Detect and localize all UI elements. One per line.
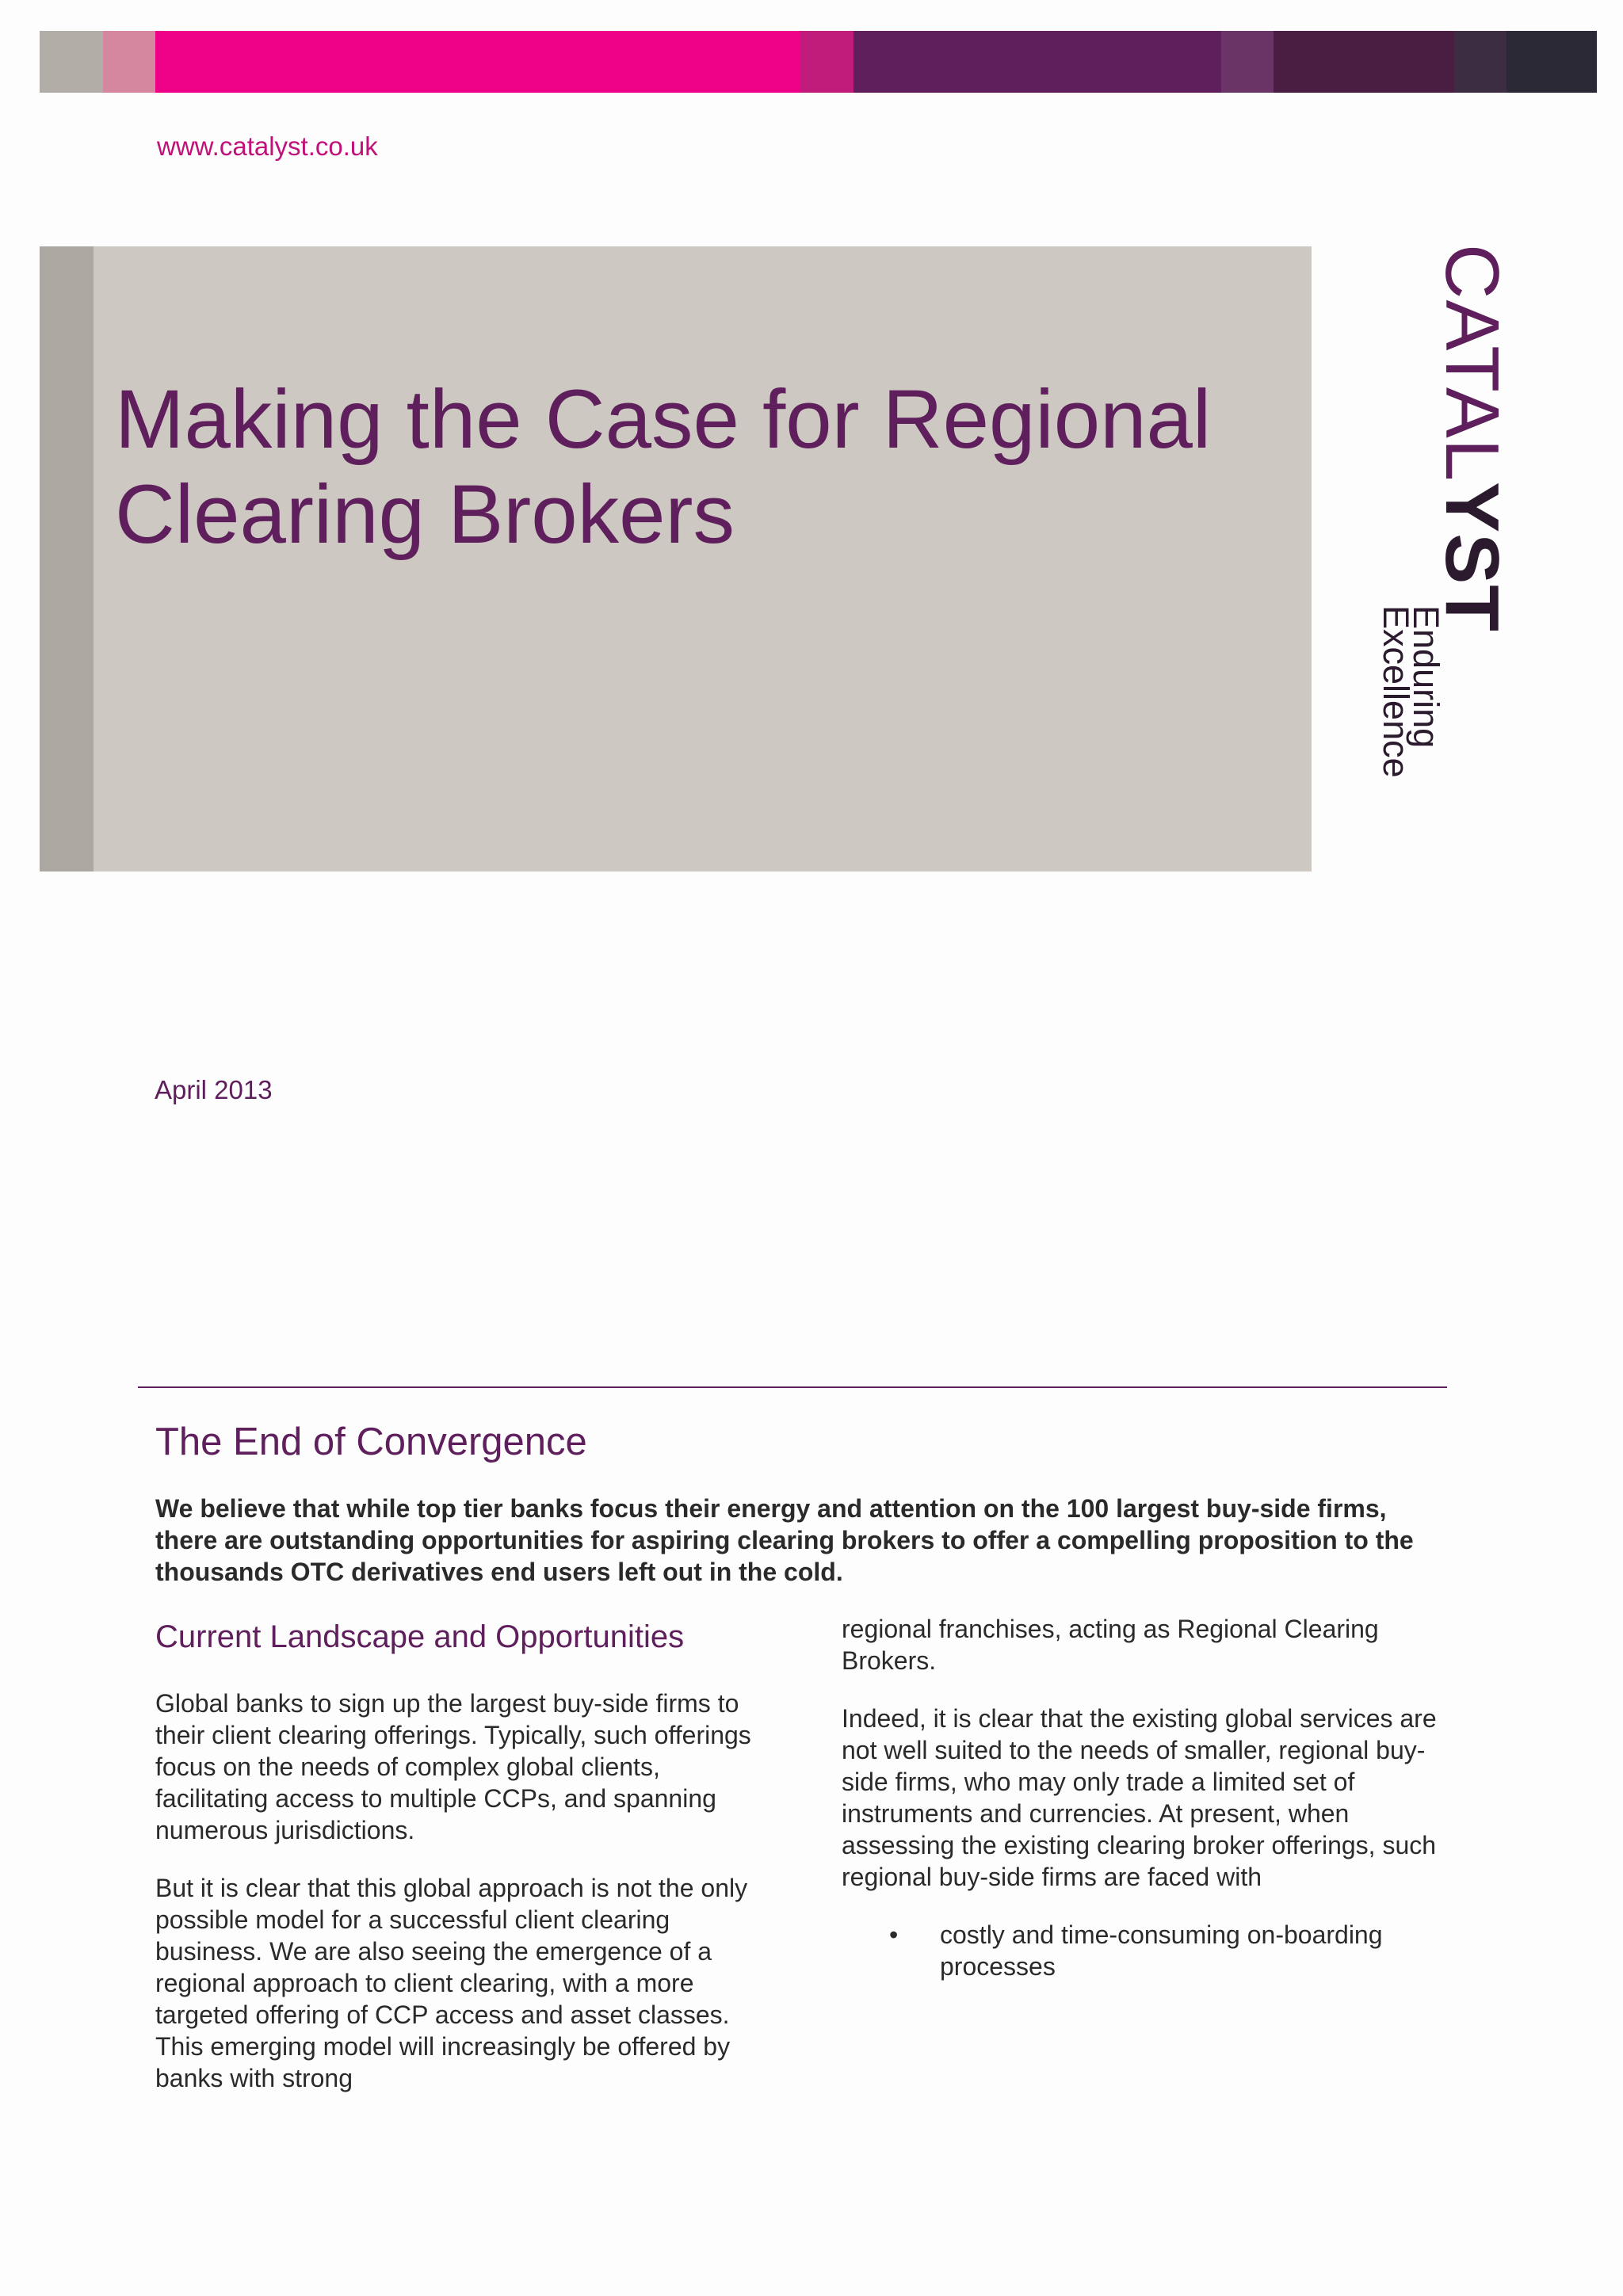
color-bar-segment [1507, 31, 1597, 93]
color-bar-segment [854, 31, 1221, 93]
color-bar-segment [40, 31, 103, 93]
bullet-icon: • [889, 1920, 899, 1949]
logo-brand-part2: YST [1430, 482, 1514, 632]
left-column [155, 1616, 758, 2120]
color-bar-segment [800, 31, 854, 93]
body-paragraph: But it is clear that this global approach is not the only possible model for a successful client clearing business. We are also seeing the emergence of a regional approach to client clearing, with a more targeted offering of CCP access and asset classes. This emerging model will increasingly be offered by banks with strong [155, 1874, 748, 2092]
title-box-strip [40, 246, 94, 871]
right-column [842, 1613, 1460, 1982]
website-link[interactable]: www.catalyst.co.uk [157, 132, 378, 161]
section-divider [138, 1386, 1447, 1388]
color-bar-segment [155, 31, 800, 93]
header-color-bar [40, 31, 1597, 93]
section-heading: The End of Convergence [155, 1421, 587, 1463]
body-paragraph: regional franchises, acting as Regional Clearing Brokers. [842, 1615, 1379, 1675]
color-bar-segment [1454, 31, 1507, 93]
list-item [842, 1919, 1460, 1982]
body-paragraph: Global banks to sign up the largest buy-side firms to their client clearing offerings. Typically, such offerings focus on the needs of complex global clients, facilitating access to multiple CCPs, and spanning numerous jurisdictions. [155, 1689, 751, 1844]
color-bar-segment [1274, 31, 1454, 93]
publication-date: April 2013 [155, 1075, 273, 1104]
lead-paragraph: We believe that while top tier banks focus their energy and attention on the 100 largest buy-side firms, there are outstanding opportunities for aspiring clearing brokers to offer a compelling proposition to the thousands OTC derivatives end users left out in the cold. [155, 1494, 1414, 1586]
list-item-text: costly and time-consuming on-boarding processes [940, 1920, 1383, 1981]
catalyst-logo [1376, 244, 1514, 791]
color-bar-segment [1221, 31, 1274, 93]
color-bar-segment [103, 31, 155, 93]
logo-tagline-1: Enduring [1406, 605, 1446, 749]
body-paragraph: Indeed, it is clear that the existing global services are not well suited to the needs of smaller, regional buy-side firms, who may only trade a limited set of instruments and currencies. At present, when assessing the existing clearing broker offerings, such regional buy-side firms are faced with [842, 1704, 1437, 1891]
document-title: Making the Case for Regional Clearing Brokers [115, 373, 1212, 561]
logo-tagline-2: Excellence [1376, 605, 1416, 778]
logo-brand-part1: CATAL [1430, 244, 1514, 482]
bullet-list [842, 1919, 1460, 1982]
sub-heading: Current Landscape and Opportunities [155, 1619, 685, 1654]
